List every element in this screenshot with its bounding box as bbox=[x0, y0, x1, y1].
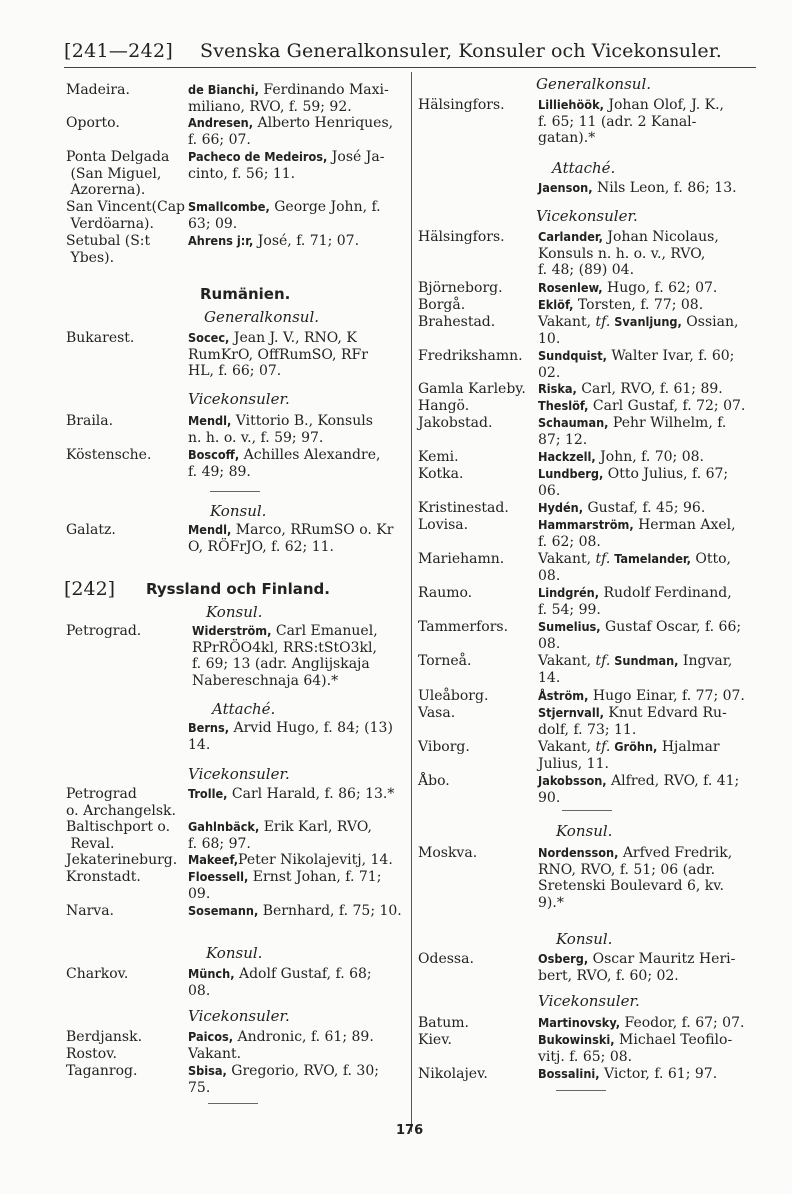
rank-heading: Vicekonsuler. bbox=[188, 1007, 290, 1025]
person-name: Lundberg, bbox=[538, 466, 604, 481]
place-name: Braila. bbox=[66, 413, 114, 429]
place-name: Kotka. bbox=[418, 466, 464, 482]
place-name: Taganrog. bbox=[66, 1063, 138, 1079]
tf-abbrev: tf. bbox=[595, 551, 611, 567]
place-name: Kiev. bbox=[418, 1032, 452, 1048]
place-name: Narva. bbox=[66, 903, 114, 919]
entry-prefix: Vakant, bbox=[538, 653, 596, 669]
entry-details: Vittorio B., Konsuls n. h. o. v., f. 59; 97. bbox=[188, 413, 373, 446]
person-name: Lindgrén, bbox=[538, 585, 600, 600]
entry-details: Carl Harald, f. 86; 13.* bbox=[227, 786, 395, 802]
entry-details: Carl Emanuel, RPrRÖO4kl, RRS:tStO3kl, f. 69; 13 (adr. Anglijskaja Nabereschnaja 64).* bbox=[192, 623, 378, 689]
place-name: Nikolajev. bbox=[418, 1066, 488, 1082]
header-rule bbox=[64, 67, 756, 68]
entry-details: Herman Axel, f. 62; 08. bbox=[538, 517, 736, 550]
person-name: Makeef, bbox=[188, 852, 239, 867]
place-name: Madeira. bbox=[66, 82, 130, 98]
person-name: Stjernvall, bbox=[538, 705, 604, 720]
entry-details: Ossian, 10. bbox=[538, 314, 739, 347]
place-name: Oporto. bbox=[66, 115, 120, 131]
entry-details: Gustaf Oscar, f. 66; 08. bbox=[538, 619, 742, 652]
place-name: Petrograd. bbox=[66, 623, 142, 639]
place-name: Björneborg. bbox=[418, 280, 503, 296]
country-heading: Rumänien. bbox=[200, 285, 291, 303]
place-name: Gamla Karleby. bbox=[418, 381, 526, 397]
person-name: Tamelander, bbox=[610, 551, 691, 566]
person-name: de Bianchi, bbox=[188, 82, 259, 97]
entry-details: Pehr Wilhelm, f. 87; 12. bbox=[538, 415, 727, 448]
entry-details: Vakant. bbox=[188, 1046, 242, 1062]
entry-details: Nils Leon, f. 86; 13. bbox=[592, 180, 737, 196]
entry-details: José Ja- cinto, f. 56; 11. bbox=[188, 149, 385, 182]
person-name: Pacheco de Medeiros, bbox=[188, 149, 328, 164]
rank-heading: Vicekonsuler. bbox=[536, 207, 638, 225]
entry-prefix: Vakant, bbox=[538, 551, 596, 567]
page-title: Svenska Generalkonsuler, Konsuler och Vicekonsuler. bbox=[200, 40, 722, 62]
place-name: Baltischport o. Reval. bbox=[66, 819, 171, 852]
place-name: Batum. bbox=[418, 1015, 470, 1031]
person-name: Osberg, bbox=[538, 951, 589, 966]
person-name: Hydén, bbox=[538, 500, 584, 515]
entry-details: Gregorio, RVO, f. 30; 75. bbox=[188, 1063, 379, 1096]
place-name: Mariehamn. bbox=[418, 551, 505, 567]
place-name: Viborg. bbox=[418, 739, 470, 755]
entry-details: Otto Julius, f. 67; 06. bbox=[538, 466, 729, 499]
person-name: Martinovsky, bbox=[538, 1015, 621, 1030]
entry-details: Arfved Fredrik, RNO, RVO, f. 51; 06 (adr. Sretenski Boulevard 6, kv. 9).* bbox=[538, 845, 733, 911]
separator bbox=[210, 491, 260, 492]
place-name: Köstensche. bbox=[66, 447, 152, 463]
entry-details: Feodor, f. 67; 07. bbox=[620, 1015, 745, 1031]
place-name: Charkov. bbox=[66, 966, 129, 982]
separator bbox=[556, 1090, 606, 1091]
person-name: Svanljung, bbox=[610, 314, 682, 329]
entry-details: Adolf Gustaf, f. 68; 08. bbox=[188, 966, 372, 999]
place-name: Borgå. bbox=[418, 297, 466, 313]
entry-details: Marco, RRumSO o. Kr O, RÖFrJO, f. 62; 11. bbox=[188, 522, 394, 555]
person-name: Socec, bbox=[188, 330, 230, 345]
place-name: Lovisa. bbox=[418, 517, 469, 533]
person-name: Riska, bbox=[538, 381, 577, 396]
entry-details: Erik Karl, RVO, f. 68; 97. bbox=[188, 819, 372, 852]
entry-details: Bernhard, f. 75; 10. bbox=[258, 903, 402, 919]
entry-details: Knut Edvard Ru- dolf, f. 73; 11. bbox=[538, 705, 727, 738]
entry-details: Walter Ivar, f. 60; 02. bbox=[538, 348, 735, 381]
person-name: Andresen, bbox=[188, 115, 254, 130]
entry-details: Peter Nikolajevitj, 14. bbox=[238, 852, 393, 868]
place-name: Moskva. bbox=[418, 845, 478, 861]
place-name: Petrograd o. Archangelsk. bbox=[66, 786, 176, 819]
entry-details: Ferdinando Maxi- miliano, RVO, f. 59; 92. bbox=[188, 82, 389, 115]
person-name: Lilliehöök, bbox=[538, 97, 604, 112]
place-name: Ponta Delgada (San Miguel, Azorerna). bbox=[66, 149, 170, 199]
rank-heading: Konsul. bbox=[206, 603, 263, 621]
place-name: Jakobstad. bbox=[418, 415, 493, 431]
entry-details: Victor, f. 61; 97. bbox=[599, 1066, 718, 1082]
person-name: Åström, bbox=[538, 688, 589, 703]
entry-details: Hugo Einar, f. 77; 07. bbox=[588, 688, 745, 704]
entry-details: Jean J. V., RNO, K RumKrO, OffRumSO, RFr HL, f. 66; 07. bbox=[188, 330, 368, 380]
person-name: Berns, bbox=[188, 720, 230, 735]
place-name: Tammerfors. bbox=[418, 619, 509, 635]
entry-details: Alberto Henriques, f. 66; 07. bbox=[188, 115, 394, 148]
entry-details: John, f. 70; 08. bbox=[595, 449, 704, 465]
person-name: Eklöf, bbox=[538, 297, 574, 312]
entry-details: Rudolf Ferdinand, f. 54; 99. bbox=[538, 585, 732, 618]
person-name: Mendl, bbox=[188, 522, 232, 537]
person-name: Gröhn, bbox=[610, 739, 658, 754]
entry-details: Carl Gustaf, f. 72; 07. bbox=[588, 398, 746, 414]
entry-details: Ernst Johan, f. 71; 09. bbox=[188, 869, 382, 902]
person-name: Boscoff, bbox=[188, 447, 240, 462]
person-name: Sumelius, bbox=[538, 619, 601, 634]
entry-prefix: Vakant, bbox=[538, 314, 596, 330]
rank-heading: Generalkonsul. bbox=[204, 308, 320, 326]
rank-heading: Konsul. bbox=[210, 502, 267, 520]
section-reference: [242] bbox=[64, 578, 116, 600]
entry-details: Gustaf, f. 45; 96. bbox=[583, 500, 706, 516]
rank-heading: Vicekonsuler. bbox=[188, 390, 290, 408]
person-name: Mendl, bbox=[188, 413, 232, 428]
separator bbox=[208, 1103, 258, 1104]
rank-heading: Attaché. bbox=[212, 700, 276, 718]
page-number: 176 bbox=[396, 1123, 424, 1138]
place-name: San Vincent(Cap Verdöarna). bbox=[66, 199, 186, 232]
entry-details: Michael Teofilo- vitj. f. 65; 08. bbox=[538, 1032, 733, 1065]
person-name: Hackzell, bbox=[538, 449, 596, 464]
place-name: Galatz. bbox=[66, 522, 116, 538]
person-name: Bossalini, bbox=[538, 1066, 600, 1081]
person-name: Smallcombe, bbox=[188, 199, 270, 214]
place-name: Brahestad. bbox=[418, 314, 496, 330]
person-name: Ahrens j:r, bbox=[188, 233, 254, 248]
entry-details: Otto, 08. bbox=[538, 551, 731, 584]
place-name: Fredrikshamn. bbox=[418, 348, 523, 364]
entry-details: Alfred, RVO, f. 41; 90. bbox=[538, 773, 740, 806]
rank-heading: Generalkonsul. bbox=[536, 75, 652, 93]
place-name: Bukarest. bbox=[66, 330, 135, 346]
tf-abbrev: tf. bbox=[595, 653, 611, 669]
person-name: Rosenlew, bbox=[538, 280, 603, 295]
entry-details: Johan Olof, J. K., f. 65; 11 (adr. 2 Kanal- gatan).* bbox=[538, 97, 724, 147]
place-name: Torneå. bbox=[418, 653, 472, 669]
person-name: Floessell, bbox=[188, 869, 249, 884]
place-name: Jekaterineburg. bbox=[66, 852, 178, 868]
place-name: Vasa. bbox=[418, 705, 456, 721]
entry-details: Torsten, f. 77; 08. bbox=[573, 297, 704, 313]
rank-heading: Vicekonsuler. bbox=[188, 765, 290, 783]
rank-heading: Attaché. bbox=[552, 159, 616, 177]
person-name: Schauman, bbox=[538, 415, 609, 430]
place-name: Raumo. bbox=[418, 585, 473, 601]
person-name: Theslöf, bbox=[538, 398, 589, 413]
place-name: Kronstadt. bbox=[66, 869, 141, 885]
entry-details: Carl, RVO, f. 61; 89. bbox=[576, 381, 723, 397]
place-name: Hälsingfors. bbox=[418, 97, 505, 113]
country-heading: Ryssland och Finland. bbox=[146, 580, 330, 598]
tf-abbrev: tf. bbox=[595, 314, 611, 330]
person-name: Gahlnbäck, bbox=[188, 819, 260, 834]
place-name: Odessa. bbox=[418, 951, 474, 967]
place-name: Uleåborg. bbox=[418, 688, 489, 704]
entry-details: George John, f. 63; 09. bbox=[188, 199, 381, 232]
entry-details: Hjalmar Julius, 11. bbox=[538, 739, 720, 772]
entry-details: Oscar Mauritz Heri- bert, RVO, f. 60; 02. bbox=[538, 951, 736, 984]
entry-details: Ingvar, 14. bbox=[538, 653, 733, 686]
place-name: Berdjansk. bbox=[66, 1029, 143, 1045]
entry-details: José, f. 71; 07. bbox=[253, 233, 360, 249]
person-name: Sundquist, bbox=[538, 348, 607, 363]
entry-details: Andronic, f. 61; 89. bbox=[233, 1029, 374, 1045]
rank-heading: Vicekonsuler. bbox=[538, 992, 640, 1010]
place-name: Setubal (S:t Ybes). bbox=[66, 233, 151, 266]
person-name: Sundman, bbox=[610, 653, 679, 668]
person-name: Bukowinski, bbox=[538, 1032, 615, 1047]
person-name: Paicos, bbox=[188, 1029, 234, 1044]
person-name: Carlander, bbox=[538, 229, 603, 244]
place-name: Hälsingfors. bbox=[418, 229, 505, 245]
entry-details: Arvid Hugo, f. 84; (13) 14. bbox=[188, 720, 393, 753]
place-name: Kristinestad. bbox=[418, 500, 509, 516]
person-name: Jaenson, bbox=[538, 180, 593, 195]
place-name: Hangö. bbox=[418, 398, 470, 414]
place-name: Kemi. bbox=[418, 449, 459, 465]
place-name: Rostov. bbox=[66, 1046, 117, 1062]
person-name: Trolle, bbox=[188, 786, 228, 801]
entry-details: Achilles Alexandre, f. 49; 89. bbox=[188, 447, 381, 480]
rank-heading: Konsul. bbox=[556, 930, 613, 948]
person-name: Sbisa, bbox=[188, 1063, 227, 1078]
rank-heading: Konsul. bbox=[206, 944, 263, 962]
person-name: Nordensson, bbox=[538, 845, 619, 860]
entry-details: Johan Nicolaus, Konsuls n. h. o. v., RVO, f. 48; (89) 04. bbox=[538, 229, 719, 279]
place-name: Åbo. bbox=[418, 773, 450, 789]
entry-details: Hugo, f. 62; 07. bbox=[602, 280, 718, 296]
entry-prefix: Vakant, bbox=[538, 739, 596, 755]
tf-abbrev: tf. bbox=[595, 739, 611, 755]
person-name: Münch, bbox=[188, 966, 235, 981]
person-name: Widerström, bbox=[192, 623, 272, 638]
person-name: Sosemann, bbox=[188, 903, 259, 918]
person-name: Hammarström, bbox=[538, 517, 634, 532]
rank-heading: Konsul. bbox=[556, 822, 613, 840]
page-reference: [241—242] bbox=[64, 40, 174, 62]
person-name: Jakobsson, bbox=[538, 773, 607, 788]
separator bbox=[562, 810, 612, 811]
